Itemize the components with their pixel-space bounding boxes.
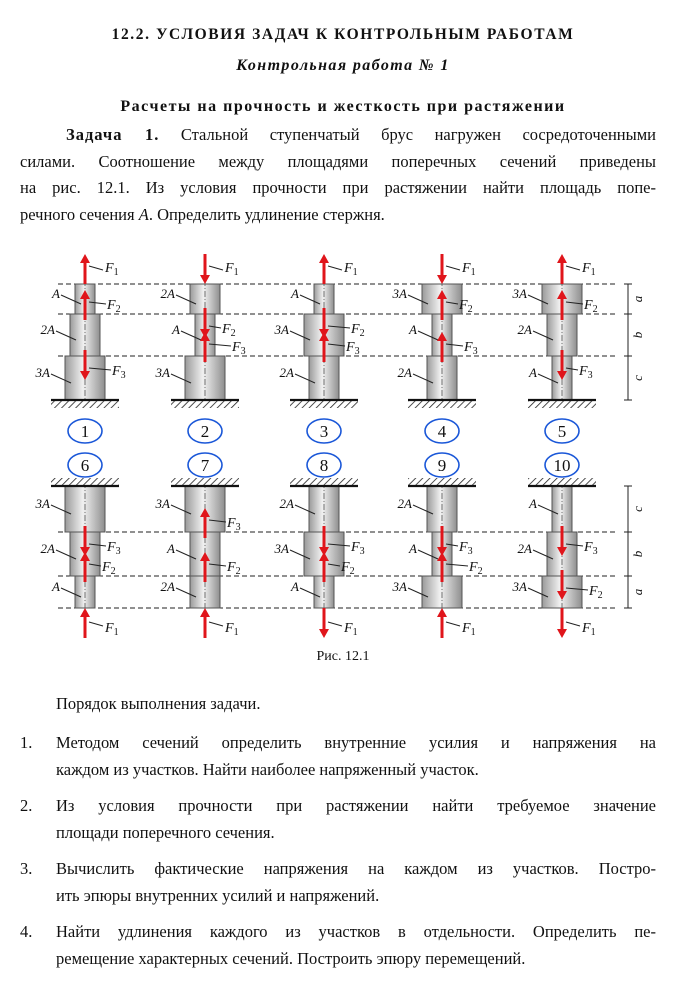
force-label: $F_3$ <box>107 540 121 557</box>
force-label: $F_2$ <box>222 322 236 339</box>
force-label: $F_2$ <box>469 560 483 577</box>
support-wall <box>408 400 476 408</box>
scheme-3 <box>274 254 365 443</box>
scheme-6 <box>35 453 121 638</box>
area-label: 2A <box>40 541 55 556</box>
area-label: A <box>167 541 175 556</box>
area-label: 2A <box>397 496 412 511</box>
force-arrow <box>557 254 567 263</box>
task-line-2: силами. Соотношение между площадями поперечных сечений приведены <box>20 151 656 171</box>
area-label: 3A <box>155 365 170 380</box>
section-title: 12.2. УСЛОВИЯ ЗАДАЧ К КОНТРОЛЬНЫМ РАБОТАМ <box>111 26 575 43</box>
dimension-label: c <box>630 506 645 512</box>
scheme-number: 6 <box>80 456 90 475</box>
force-label: $F_1$ <box>344 621 358 638</box>
schemes <box>35 254 603 638</box>
area-label: 3A <box>35 496 50 511</box>
work-title: Контрольная работа № 1 <box>236 57 450 74</box>
support-wall <box>290 400 358 408</box>
area-label: 2A <box>517 322 532 337</box>
dimension-label: c <box>630 375 645 381</box>
scheme-number: 2 <box>200 422 210 441</box>
force-label: $F_1$ <box>225 621 239 638</box>
force-arrow <box>80 608 90 617</box>
support-wall <box>171 478 239 486</box>
area-label: A <box>291 579 299 594</box>
support-wall <box>408 478 476 486</box>
force-label: $F_1$ <box>462 621 476 638</box>
scheme-number: 9 <box>437 456 447 475</box>
force-arrow <box>200 275 210 284</box>
force-label: $F_3$ <box>351 540 365 557</box>
force-label: $F_1$ <box>105 621 119 638</box>
scheme-4 <box>392 254 478 443</box>
area-label: A <box>172 322 180 337</box>
area-label: 3A <box>392 286 407 301</box>
force-label: $F_3$ <box>112 364 126 381</box>
force-label: $F_2$ <box>341 560 355 577</box>
step-number: 4. <box>20 922 33 941</box>
procedure-intro: Порядок выполнения задачи. <box>56 694 261 713</box>
task-label: Задача 1. <box>66 125 160 144</box>
scheme-5 <box>512 254 598 443</box>
scheme-number: 5 <box>557 422 567 441</box>
force-label: $F_1$ <box>582 261 596 278</box>
area-label: 3A <box>274 322 289 337</box>
force-label: $F_2$ <box>459 298 473 315</box>
topic-title: Расчеты на прочность и жесткость при растяжении <box>120 98 566 115</box>
force-label: $F_1$ <box>105 261 119 278</box>
task-line-1: Задача 1. Стальной ступенчатый брус нагружен сосредоточенными <box>66 125 656 144</box>
force-label: $F_3$ <box>464 340 478 357</box>
area-label: 3A <box>35 365 50 380</box>
area-label: 2A <box>279 365 294 380</box>
scheme-number: 4 <box>437 422 447 441</box>
area-label: 2A <box>517 541 532 556</box>
area-label: A <box>409 541 417 556</box>
force-label: $F_3$ <box>227 516 241 533</box>
force-arrow <box>200 608 210 617</box>
support-wall <box>171 400 239 408</box>
scheme-8 <box>274 453 365 638</box>
support-wall <box>528 400 596 408</box>
force-label: $F_1$ <box>344 261 358 278</box>
area-label: 3A <box>392 579 407 594</box>
dimension-label: a <box>630 588 645 596</box>
area-label: 3A <box>155 496 170 511</box>
area-label: A <box>529 365 537 380</box>
scheme-number: 1 <box>80 422 90 441</box>
dimension-label: a <box>630 295 645 303</box>
force-label: $F_2$ <box>102 560 116 577</box>
area-label: 2A <box>40 322 55 337</box>
support-wall <box>51 400 119 408</box>
area-label: A <box>52 579 60 594</box>
force-label: $F_3$ <box>459 540 473 557</box>
scheme-10 <box>512 453 603 638</box>
figure-12-1 <box>30 248 650 640</box>
area-label: 2A <box>160 286 175 301</box>
force-label: $F_3$ <box>232 340 246 357</box>
scheme-number: 7 <box>200 456 210 475</box>
force-arrow <box>437 608 447 617</box>
force-arrow <box>437 275 447 284</box>
support-wall <box>51 478 119 486</box>
force-label: $F_1$ <box>582 621 596 638</box>
task-paragraph <box>20 122 656 228</box>
area-symbol: A <box>138 204 149 224</box>
force-label: $F_2$ <box>351 322 365 339</box>
area-label: 2A <box>160 579 175 594</box>
force-label: $F_1$ <box>225 261 239 278</box>
force-arrow <box>557 629 567 638</box>
area-label: 3A <box>274 541 289 556</box>
task-line-3: на рис. 12.1. Из условия прочности при растяжении найти площадь попе- <box>20 178 656 197</box>
force-label: $F_2$ <box>584 298 598 315</box>
force-label: $F_3$ <box>584 540 598 557</box>
force-label: $F_3$ <box>579 364 593 381</box>
scheme-1 <box>35 254 126 443</box>
force-arrow <box>80 254 90 263</box>
support-wall <box>290 478 358 486</box>
area-label: 3A <box>512 579 527 594</box>
scheme-7 <box>155 453 241 638</box>
step-number: 2. <box>20 796 33 815</box>
force-label: $F_3$ <box>346 340 360 357</box>
dimension-lines <box>624 284 645 608</box>
force-label: $F_2$ <box>227 560 241 577</box>
area-label: A <box>409 322 417 337</box>
area-label: A <box>52 286 60 301</box>
area-label: A <box>291 286 299 301</box>
scheme-number: 3 <box>319 422 329 441</box>
force-arrow <box>319 629 329 638</box>
force-arrow <box>319 254 329 263</box>
area-label: 2A <box>279 496 294 511</box>
dimension-label: b <box>630 331 645 339</box>
scheme-number: 8 <box>319 456 329 475</box>
force-label: $F_1$ <box>462 261 476 278</box>
task-line-4: речного сечения A. Определить удлинение стержня. <box>20 204 385 224</box>
scheme-9 <box>392 453 483 638</box>
scheme-number: 10 <box>553 456 571 475</box>
step-number: 1. <box>20 733 33 752</box>
area-label: A <box>529 496 537 511</box>
area-label: 2A <box>397 365 412 380</box>
dimension-label: b <box>630 550 645 558</box>
scheme-2 <box>155 254 246 443</box>
support-wall <box>528 478 596 486</box>
step-number: 3. <box>20 859 33 878</box>
figure-caption: Рис. 12.1 <box>316 649 370 664</box>
area-label: 3A <box>512 286 527 301</box>
force-label: $F_2$ <box>107 298 121 315</box>
force-label: $F_2$ <box>589 584 603 601</box>
